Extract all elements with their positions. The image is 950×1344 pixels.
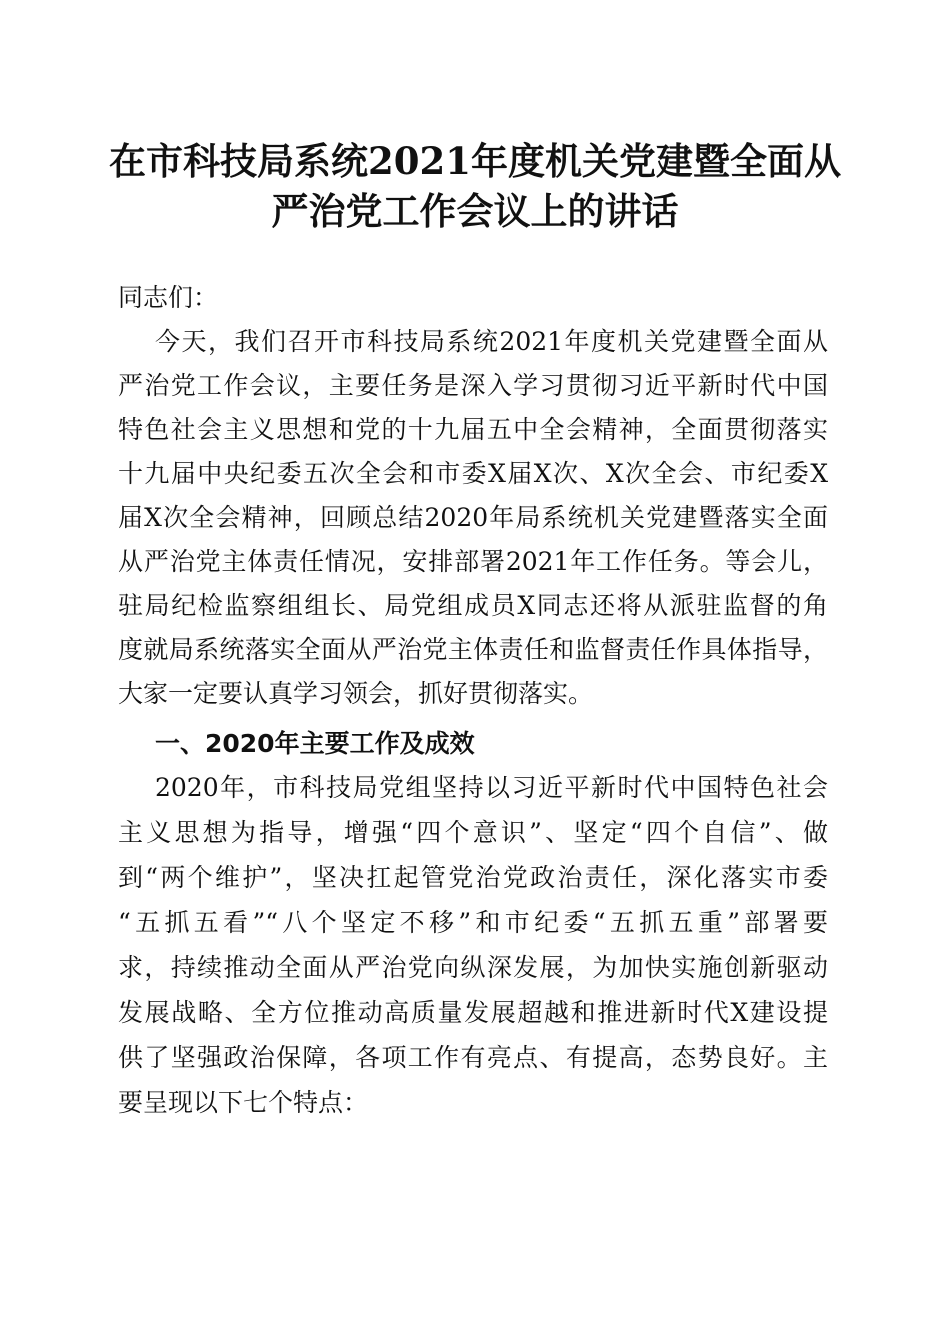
paragraph-1-line: 今天，我们召开市科技局系统2021年度机关党建暨全面从 [155, 327, 828, 356]
paragraph-2-line: 2020年，市科技局党组坚持以习近平新时代中国特色社会 [155, 773, 828, 802]
paragraph-1-line: 十九届中央纪委五次全会和市委X届X次、X次全会、市纪委X [118, 459, 828, 488]
section-1-heading: 一、2020年主要工作及成效 [155, 729, 475, 758]
paragraph-2-line: “五抓五看”“八个坚定不移”和市纪委“五抓五重”部署要 [118, 908, 828, 937]
paragraph-2-line: 到“两个维护”，坚决扛起管党治党政治责任，深化落实市委 [118, 863, 828, 892]
paragraph-1-line: 驻局纪检监察组组长、局党组成员X同志还将从派驻监督的角 [118, 591, 828, 620]
paragraph-2-line: 要呈现以下七个特点： [118, 1088, 369, 1117]
paragraph-2-line: 发展战略、全方位推动高质量发展超越和推进新时代X建设提 [118, 998, 828, 1027]
paragraph-1-line: 从严治党主体责任情况，安排部署2021年工作任务。等会儿， [118, 547, 828, 576]
paragraph-1-line: 度就局系统落实全面从严治党主体责任和监督责任作具体指导， [118, 635, 828, 664]
paragraph-1-line: 大家一定要认真学习领会，抓好贯彻落实。 [118, 679, 594, 708]
paragraph-2-line: 主义思想为指导，增强“四个意识”、坚定“四个自信”、做 [118, 818, 828, 847]
document-title-line-2: 严治党工作会议上的讲话 [271, 189, 679, 233]
paragraph-2-line: 求，持续推动全面从严治党向纵深发展，为加快实施创新驱动 [118, 953, 828, 982]
salutation: 同志们： [118, 283, 219, 312]
paragraph-1-line: 届X次全会精神，回顾总结2020年局系统机关党建暨落实全面 [118, 503, 828, 532]
paragraph-2-line: 供了坚强政治保障，各项工作有亮点、有提高，态势良好。主 [118, 1043, 828, 1072]
document-title-line-1: 在市科技局系统2021年度机关党建暨全面从 [109, 139, 841, 183]
paragraph-1-line: 严治党工作会议，主要任务是深入学习贯彻习近平新时代中国 [118, 371, 828, 400]
paragraph-1-line: 特色社会主义思想和党的十九届五中全会精神，全面贯彻落实 [118, 415, 828, 444]
